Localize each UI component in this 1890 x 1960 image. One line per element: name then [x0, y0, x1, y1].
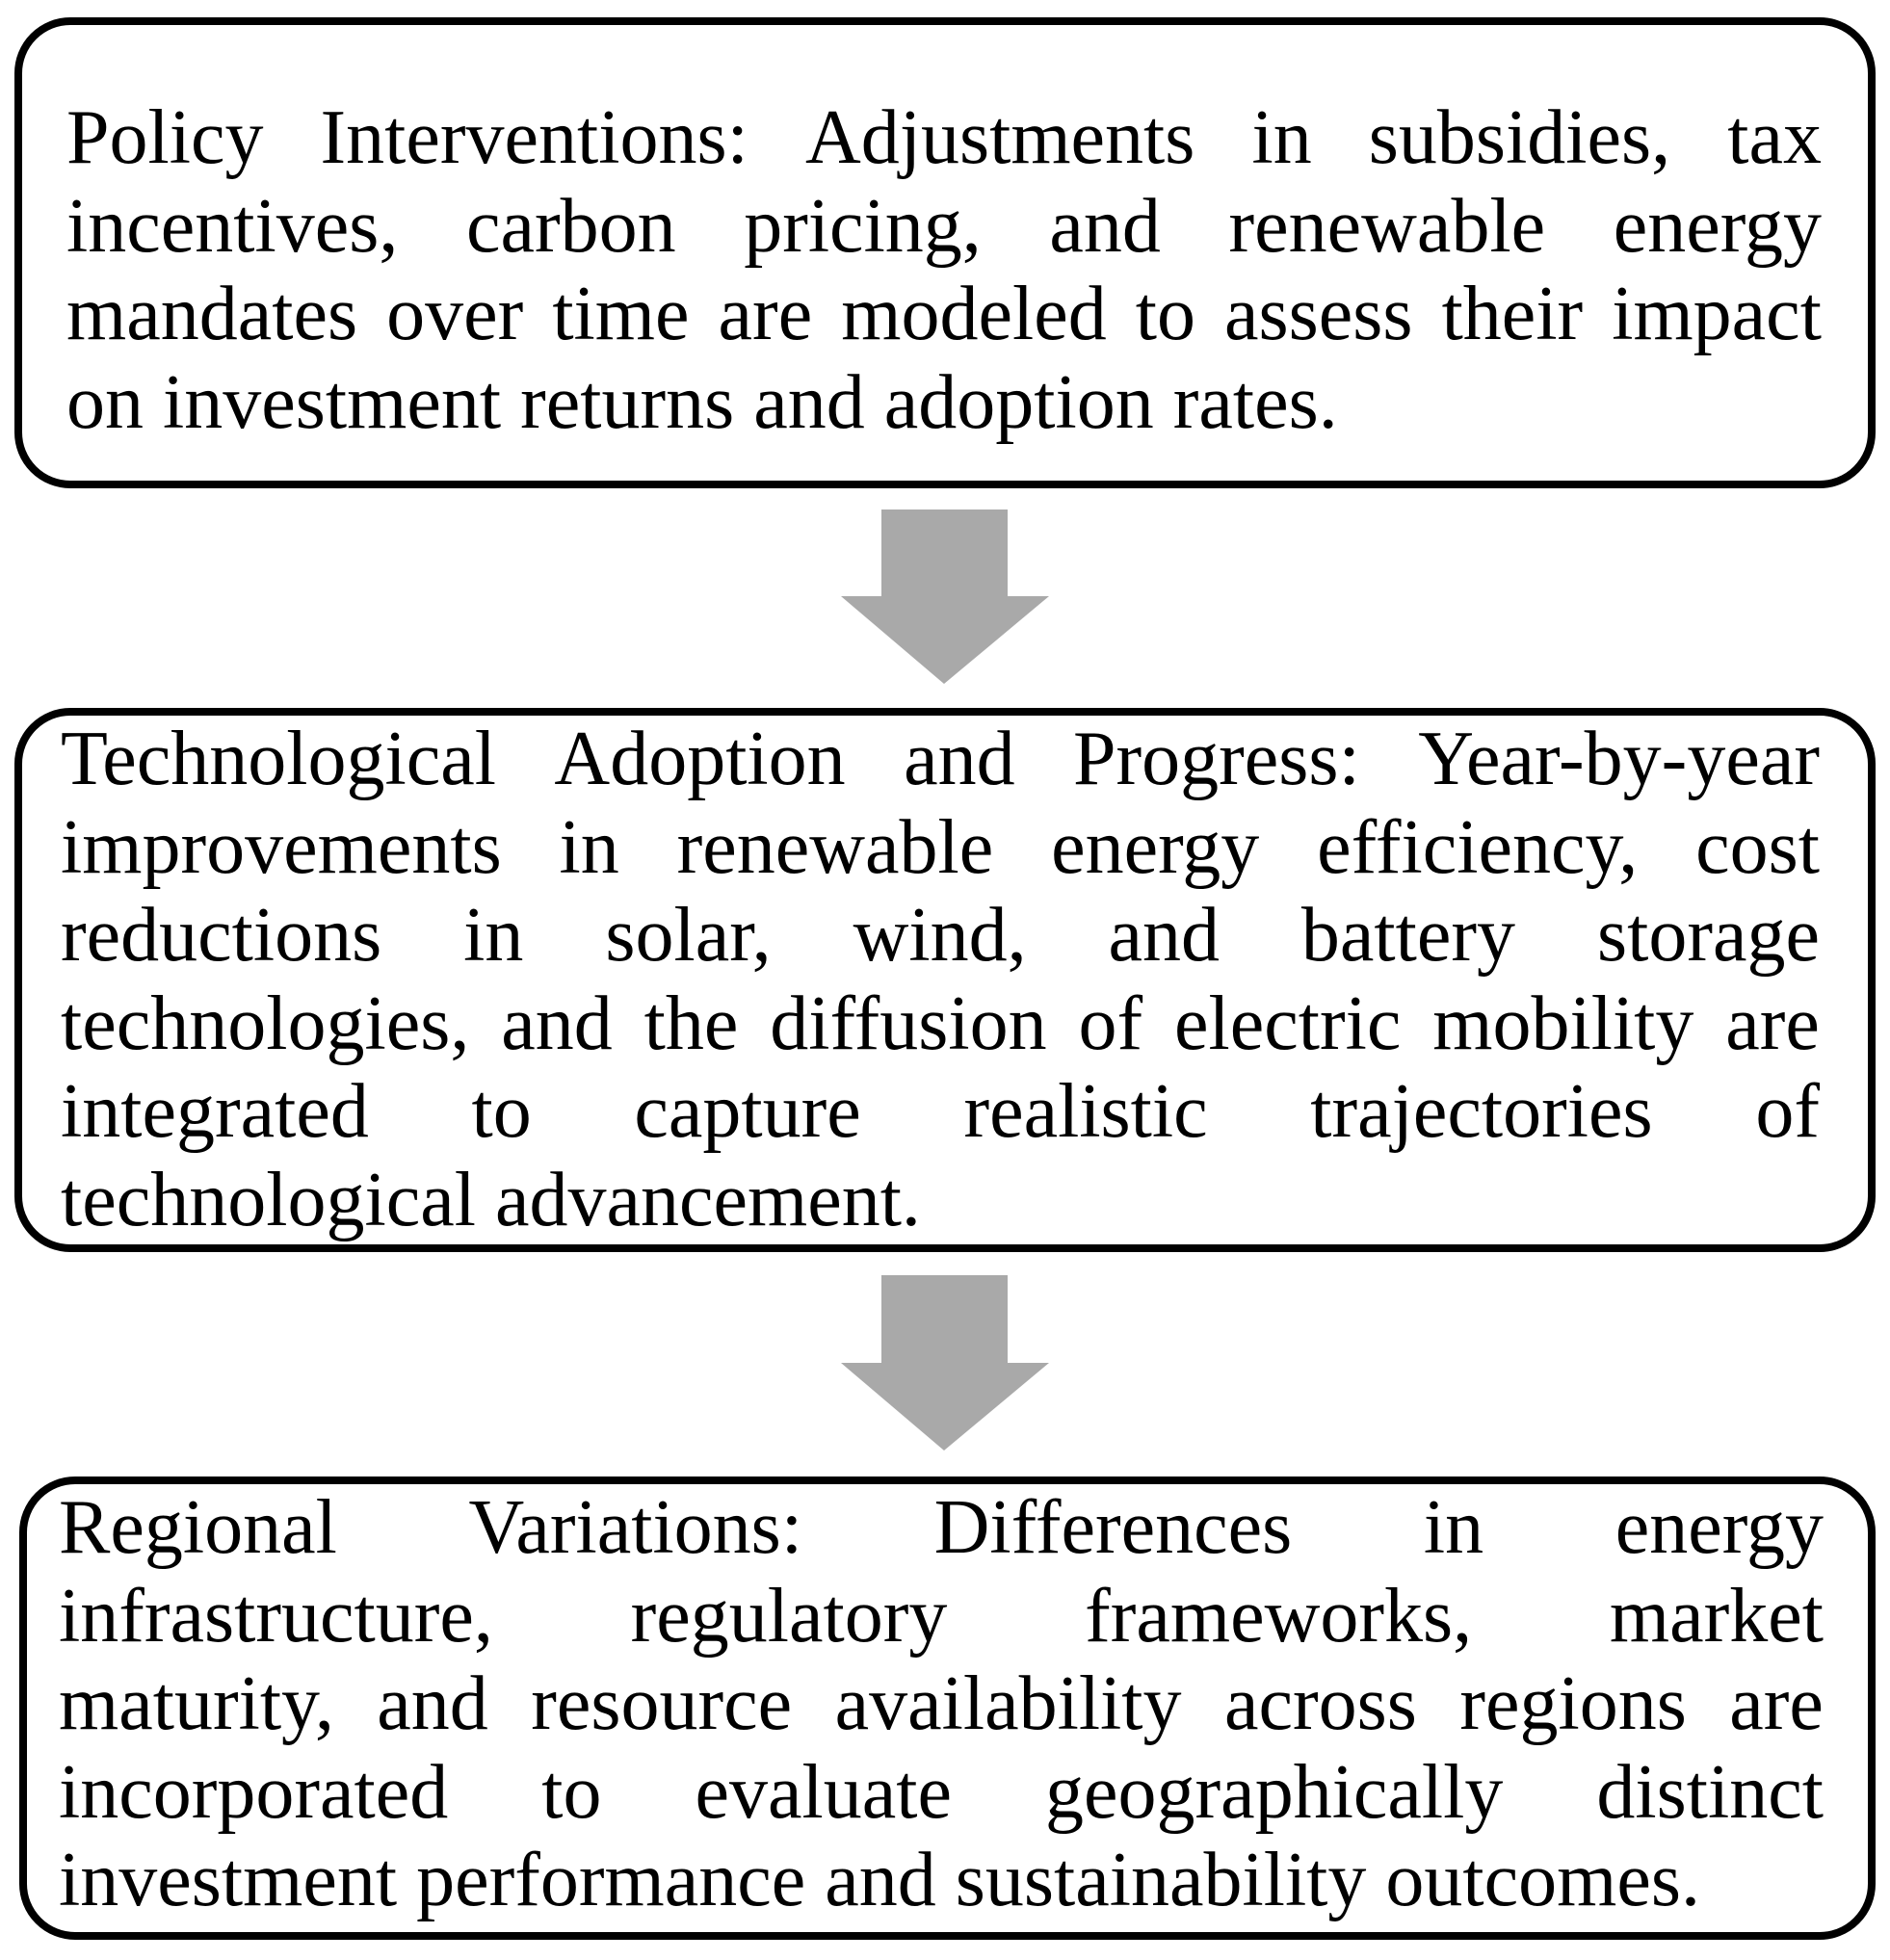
word: technologies, — [61, 980, 470, 1066]
word: wind, — [853, 893, 1027, 978]
word: and — [1049, 183, 1161, 269]
word: mobility — [1432, 980, 1694, 1066]
text-line — [61, 892, 1820, 980]
word: sustainability — [955, 1838, 1367, 1922]
word: integrated — [61, 1069, 369, 1154]
text-line — [59, 1573, 1824, 1661]
word: Adoption — [554, 717, 846, 801]
word: subsidies, — [1368, 95, 1671, 180]
word: storage — [1596, 893, 1820, 978]
word: in — [559, 804, 619, 890]
word: capture — [634, 1069, 861, 1154]
text-line — [66, 271, 1822, 359]
word: market — [1609, 1573, 1824, 1659]
word: and — [825, 1838, 936, 1922]
word: performance — [416, 1838, 806, 1922]
word: Technological — [61, 717, 496, 801]
word: are — [718, 272, 813, 356]
text-line — [66, 94, 1822, 183]
word: to — [471, 1069, 532, 1154]
word: energy — [1614, 1485, 1824, 1570]
word: Regional — [59, 1485, 337, 1570]
flow-box-text — [61, 716, 1820, 1244]
word: to — [541, 1749, 602, 1835]
word: Year-by-year — [1418, 717, 1820, 801]
word: and — [377, 1661, 488, 1746]
text-line — [59, 1660, 1824, 1749]
word: renewable — [1228, 183, 1546, 269]
word: in — [463, 893, 524, 978]
word: availability — [834, 1661, 1182, 1746]
word: the — [643, 980, 739, 1066]
word: their — [1441, 272, 1584, 356]
word: modeled — [841, 272, 1107, 356]
word: of — [1078, 980, 1143, 1066]
word: adoption — [883, 359, 1154, 445]
word: Interventions: — [320, 95, 748, 180]
word: and — [753, 359, 865, 445]
text-line — [61, 1157, 1820, 1245]
word: incentives, — [66, 183, 399, 269]
text-line — [59, 1837, 1824, 1925]
word: advancement. — [494, 1157, 921, 1242]
word: in — [1251, 95, 1312, 180]
text-line — [59, 1749, 1824, 1838]
word: evaluate — [695, 1749, 953, 1835]
flow-box-policy-interventions — [14, 17, 1876, 488]
word: in — [1423, 1485, 1484, 1570]
word: renewable — [676, 804, 994, 890]
word: investment — [163, 359, 502, 445]
flow-box-technological-adoption — [14, 708, 1876, 1252]
word: technological — [61, 1157, 476, 1242]
word: on — [66, 359, 144, 445]
word: returns — [520, 359, 735, 445]
word: and — [501, 980, 613, 1066]
word: frameworks, — [1085, 1573, 1473, 1659]
word: Policy — [66, 95, 264, 180]
text-line — [61, 716, 1820, 804]
word: and — [1108, 893, 1220, 978]
word: resource — [531, 1661, 793, 1746]
flow-box-regional-variations — [19, 1477, 1876, 1940]
word: of — [1755, 1069, 1820, 1154]
down-arrow-icon — [840, 510, 1050, 685]
word: maturity, — [59, 1661, 334, 1746]
word: to — [1135, 272, 1195, 356]
word: and — [904, 717, 1015, 801]
word: infrastructure, — [59, 1573, 493, 1659]
word: Differences — [933, 1485, 1293, 1570]
word: are — [1729, 1661, 1824, 1746]
word: incorporated — [59, 1749, 449, 1835]
word: energy — [1613, 183, 1822, 269]
word: impact — [1612, 272, 1822, 356]
word: diffusion — [770, 980, 1047, 1066]
word: energy — [1051, 804, 1260, 890]
word: Variations: — [468, 1485, 803, 1570]
word: rates. — [1172, 359, 1338, 445]
word: carbon — [465, 183, 676, 269]
word: time — [552, 272, 690, 356]
text-line — [61, 1068, 1820, 1157]
word: over — [386, 272, 524, 356]
word: electric — [1174, 980, 1402, 1066]
word: pricing, — [744, 183, 982, 269]
text-line — [59, 1484, 1824, 1573]
text-line — [66, 183, 1822, 272]
word: Adjustments — [804, 95, 1195, 180]
word: assess — [1224, 272, 1413, 356]
word: realistic — [963, 1069, 1208, 1154]
word: improvements — [61, 804, 502, 890]
word: mandates — [66, 272, 358, 356]
word: geographically — [1045, 1749, 1504, 1835]
text-line — [66, 359, 1822, 448]
text-line — [61, 804, 1820, 893]
word: reductions — [61, 893, 382, 978]
down-arrow-icon — [840, 1275, 1050, 1451]
word: cost — [1695, 804, 1820, 890]
word: battery — [1300, 893, 1516, 978]
flow-box-text — [66, 94, 1822, 447]
text-line — [61, 980, 1820, 1069]
word: trajectories — [1310, 1069, 1653, 1154]
word: investment — [59, 1838, 398, 1922]
word: across — [1223, 1661, 1417, 1746]
word: tax — [1727, 95, 1822, 180]
word: solar, — [605, 893, 772, 978]
flow-box-text — [59, 1484, 1824, 1925]
word: Progress: — [1073, 717, 1360, 801]
word: efficiency, — [1317, 804, 1639, 890]
word: outcomes. — [1385, 1838, 1701, 1922]
word: are — [1725, 980, 1820, 1066]
word: distinct — [1596, 1749, 1824, 1835]
word: regulatory — [630, 1573, 948, 1659]
word: regions — [1459, 1661, 1687, 1746]
